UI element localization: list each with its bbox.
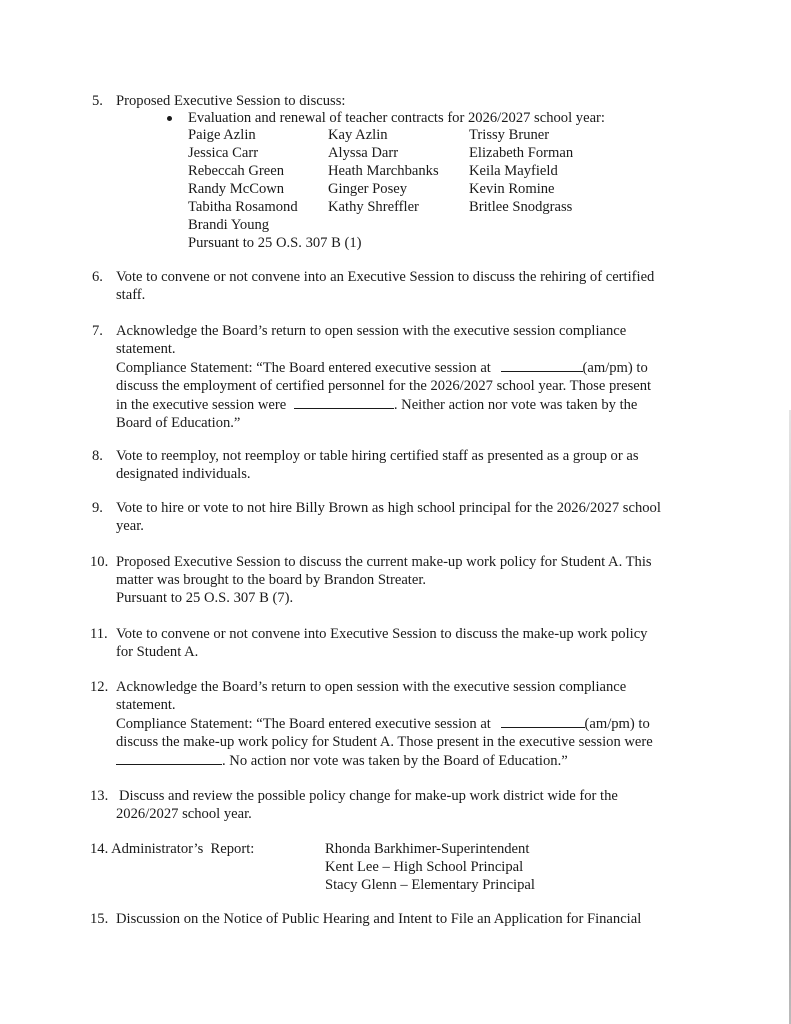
bullet-icon xyxy=(167,116,172,121)
item-text-line: discuss the make-up work policy for Student A. Those present in the executive session were xyxy=(116,734,653,750)
item-title: Proposed Executive Session to discuss: xyxy=(116,93,346,109)
names-row xyxy=(188,216,608,234)
agenda-item-10 xyxy=(92,553,712,607)
teacher-name: Randy McCown xyxy=(188,181,285,197)
item-number: 15. xyxy=(90,911,109,927)
item-text-line: year. xyxy=(116,518,144,534)
bullet-text: Evaluation and renewal of teacher contracts for 2026/2027 school year: xyxy=(188,110,605,126)
teacher-name: Kevin Romine xyxy=(469,181,555,197)
compliance-statement-line xyxy=(116,751,712,770)
item-text-line: Vote to convene or not convene into an Executive Session to discuss the rehiring of certified xyxy=(116,269,655,285)
names-row xyxy=(188,126,608,144)
item-text-line: Acknowledge the Board’s return to open session with the executive session compliance xyxy=(116,323,627,339)
compliance-text: Compliance Statement: “The Board entered executive session at xyxy=(116,360,491,376)
item-number: 7. xyxy=(92,323,103,339)
compliance-text: . Neither action nor vote was taken by the xyxy=(393,397,638,413)
compliance-text: (am/pm) to xyxy=(584,716,650,732)
teacher-name: Ginger Posey xyxy=(328,181,408,197)
agenda-item-14 xyxy=(92,840,254,858)
item-text-line: Vote to reemploy, not reemploy or table hiring certified staff as presented as a group or as xyxy=(116,448,639,464)
teacher-name: Paige Azlin xyxy=(188,127,256,143)
item-text-line: Board of Education.” xyxy=(116,415,241,431)
teacher-name: Jessica Carr xyxy=(188,145,259,161)
teacher-name: Brandi Young xyxy=(188,217,270,233)
teacher-name: Rebeccah Green xyxy=(188,163,285,179)
statute-reference: Pursuant to 25 O.S. 307 B (1) xyxy=(188,235,362,251)
item-number: 11. xyxy=(90,626,108,642)
attendees-blank[interactable] xyxy=(294,395,394,409)
names-row xyxy=(188,162,608,180)
item-text-line: discuss the employment of certified personnel for the 2026/2027 school year. Those present xyxy=(116,378,652,394)
item-text-line: designated individuals. xyxy=(116,466,251,482)
item-text-line: staff. xyxy=(116,287,146,303)
teacher-name: Tabitha Rosamond xyxy=(188,199,298,215)
agenda-item-6 xyxy=(92,268,712,304)
time-blank[interactable] xyxy=(501,714,585,728)
item-text-line: Vote to hire or vote to not hire Billy Brown as high school principal for the 2026/2027 school xyxy=(116,500,661,516)
administrator-entry: Rhonda Barkhimer-Superintendent xyxy=(325,841,530,857)
names-row xyxy=(188,198,608,216)
item-number: 12. xyxy=(90,679,109,695)
agenda-item-8 xyxy=(92,447,712,483)
teacher-name: Keila Mayfield xyxy=(469,163,558,179)
compliance-text: Compliance Statement: “The Board entered executive session at xyxy=(116,716,491,732)
item-number: 8. xyxy=(92,448,103,464)
item-text-line: for Student A. xyxy=(116,644,199,660)
teacher-name: Heath Marchbanks xyxy=(328,163,439,179)
item-text-line: statement. xyxy=(116,341,176,357)
item-text-line: Proposed Executive Session to discuss the current make-up work policy for Student A. This xyxy=(116,554,652,570)
statute-reference: Pursuant to 25 O.S. 307 B (7). xyxy=(116,590,294,606)
agenda-item-15 xyxy=(92,910,712,928)
compliance-statement-line xyxy=(116,395,712,414)
administrator-entry: Kent Lee – High School Principal xyxy=(325,859,524,875)
compliance-statement-line xyxy=(116,714,712,733)
agenda-item-12 xyxy=(92,678,712,770)
teacher-name: Alyssa Darr xyxy=(328,145,399,161)
item-text-line: Acknowledge the Board’s return to open session with the executive session compliance xyxy=(116,679,627,695)
teacher-name: Kathy Shreffler xyxy=(328,199,419,215)
agenda-item-11 xyxy=(92,625,712,661)
administrator-list xyxy=(325,840,535,894)
names-row xyxy=(188,180,608,198)
compliance-statement-line xyxy=(116,358,712,377)
item-text-line: matter was brought to the board by Brandon Streater. xyxy=(116,572,427,588)
agenda-item-9 xyxy=(92,499,712,535)
teacher-names-grid xyxy=(188,126,608,234)
compliance-text: . No action nor vote was taken by the Board of Education.” xyxy=(222,753,568,769)
time-blank[interactable] xyxy=(501,358,583,372)
agenda-item-5 xyxy=(92,92,712,110)
item-text-line: statement. xyxy=(116,697,176,713)
item-number: 6. xyxy=(92,269,103,285)
item-text-line: Vote to convene or not convene into Executive Session to discuss the make-up work policy xyxy=(116,626,648,642)
teacher-name: Kay Azlin xyxy=(328,127,388,143)
admin-report-label: Administrator’s Report: xyxy=(111,841,255,857)
administrator-entry: Stacy Glenn – Elementary Principal xyxy=(325,877,535,893)
item-number: 14. xyxy=(90,841,109,857)
teacher-name: Elizabeth Forman xyxy=(469,145,574,161)
item-number: 10. xyxy=(90,554,109,570)
compliance-text: in the executive session were xyxy=(116,397,287,413)
item-number: 9. xyxy=(92,500,103,516)
item-number: 13. xyxy=(90,788,109,804)
item-number: 5. xyxy=(92,93,103,109)
item-text-line: 2026/2027 school year. xyxy=(116,806,252,822)
teacher-name: Trissy Bruner xyxy=(469,127,550,143)
attendees-blank[interactable] xyxy=(116,751,222,765)
teacher-name: Britlee Snodgrass xyxy=(469,199,573,215)
item-text-line: Discuss and review the possible policy change for make-up work district wide for the xyxy=(119,788,618,804)
compliance-text: (am/pm) to xyxy=(582,360,648,376)
names-row xyxy=(188,144,608,162)
item-text-line: Discussion on the Notice of Public Hearing and Intent to File an Application for Financial xyxy=(116,911,642,927)
agenda-item-13 xyxy=(92,787,712,823)
agenda-item-7 xyxy=(92,322,712,432)
